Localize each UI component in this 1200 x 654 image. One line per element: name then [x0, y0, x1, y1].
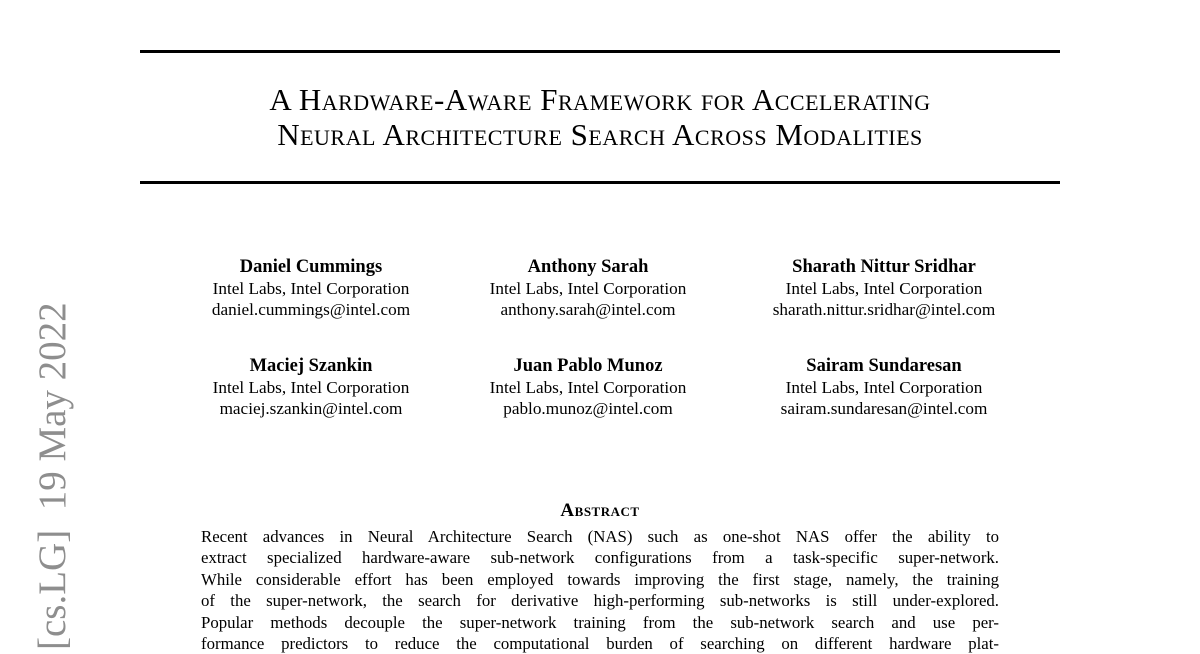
author-affiliation: Intel Labs, Intel Corporation [489, 378, 687, 397]
title-rule-top [140, 50, 1060, 53]
author-name: Sharath Nittur Sridhar [792, 257, 976, 277]
author-name: Daniel Cummings [239, 257, 383, 277]
author-affiliation: Intel Labs, Intel Corporation [785, 378, 983, 397]
author-block-juan-pablo-munoz [490, 355, 687, 419]
author-name: Anthony Sarah [527, 257, 649, 277]
abstract-line: Recent advances in Neural Architecture Search (NAS) such as one-shot NAS offer the ability to [201, 527, 999, 546]
abstract-body [201, 526, 999, 654]
author-affiliation: Intel Labs, Intel Corporation [489, 279, 687, 298]
abstract-line: While considerable effort has been employed towards improving the first stage, namely, the training [201, 569, 999, 589]
author-block-sairam-sundaresan [781, 355, 988, 419]
author-block-maciej-szankin [213, 355, 410, 419]
author-block-sharath-nittur-sridhar [773, 256, 996, 320]
author-affiliation: Intel Labs, Intel Corporation [785, 279, 983, 298]
author-block-daniel-cummings [212, 256, 410, 320]
author-email: sairam.sundaresan@intel.com [780, 399, 988, 418]
author-block-anthony-sarah [490, 256, 687, 320]
title-rule-bottom [140, 181, 1060, 184]
paper-title-line2: Neural Architecture Search Across Modalities [277, 117, 923, 152]
author-email: pablo.munoz@intel.com [503, 399, 673, 418]
author-name: Maciej Szankin [249, 356, 373, 376]
author-affiliation: Intel Labs, Intel Corporation [212, 378, 410, 397]
abstract-line: formance predictors to reduce the computational burden of searching on different hardware plat- [201, 634, 999, 654]
author-email: anthony.sarah@intel.com [500, 300, 676, 319]
author-email: sharath.nittur.sridhar@intel.com [772, 300, 996, 319]
author-email: maciej.szankin@intel.com [219, 399, 403, 418]
abstract-line: extract specialized hardware-aware sub-network configurations from a task-specific super-network. [201, 548, 999, 568]
paper-title [140, 82, 1060, 152]
abstract-line: Popular methods decouple the super-network training from the sub-network search and use per- [201, 612, 999, 632]
abstract-heading: Abstract [560, 500, 640, 521]
author-affiliation: Intel Labs, Intel Corporation [212, 279, 410, 298]
paper-title-line1: A Hardware-Aware Framework for Accelerating [269, 82, 931, 117]
author-name: Juan Pablo Munoz [513, 356, 663, 376]
author-email: daniel.cummings@intel.com [211, 300, 411, 319]
author-name: Sairam Sundaresan [806, 356, 962, 376]
arxiv-watermark: [cs.LG] 19 May 2022 [31, 302, 74, 650]
abstract-line: of the super-network, the search for derivative high-performing sub-networks is still under-explored. [201, 591, 999, 611]
